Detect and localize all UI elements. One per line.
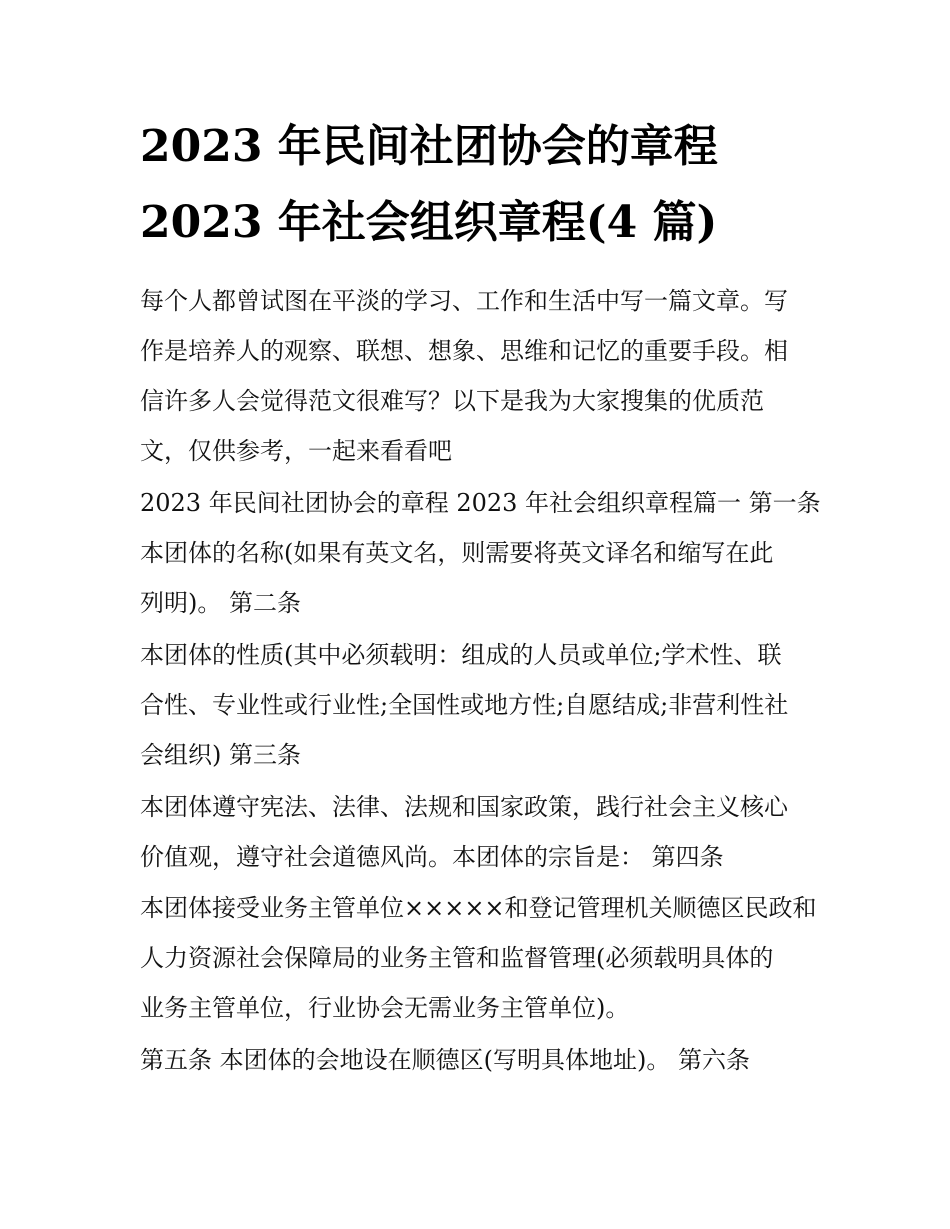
- article-one-paragraph: [140, 478, 820, 628]
- article-five-paragraph: [140, 1035, 820, 1085]
- text-line: 2023 年民间社团协会的章程 2023 年社会组织章程篇一 第一条: [140, 489, 821, 517]
- text-line: 合性、专业性或行业性;全国性或地方性;自愿结成;非营利性社: [140, 691, 789, 719]
- document-title-line-1: 2023 年民间社团协会的章程: [140, 121, 718, 172]
- text-line: 本团体的名称(如果有英文名，则需要将英文译名和缩写在此: [140, 539, 774, 567]
- text-line: 本团体接受业务主管单位×××××和登记管理机关顺德区民政和: [140, 894, 817, 922]
- article-three-paragraph: [140, 782, 820, 882]
- intro-paragraph: [140, 276, 820, 476]
- text-line: 业务主管单位，行业协会无需业务主管单位)。: [140, 994, 630, 1022]
- document-title-line-2: 2023 年社会组织章程(4 篇): [140, 197, 718, 248]
- text-line: 人力资源社会保障局的业务主管和监督管理(必须载明具体的: [140, 944, 774, 972]
- article-four-paragraph: [140, 883, 820, 1033]
- text-line: 作是培养人的观察、联想、想象、思维和记忆的重要手段。相: [140, 337, 788, 365]
- text-line: 文，仅供参考，一起来看看吧: [140, 437, 452, 465]
- text-line: 每个人都曾试图在平淡的学习、工作和生活中写一篇文章。写: [140, 287, 788, 315]
- text-line: 价值观，遵守社会道德风尚。本团体的宗旨是： 第四条: [140, 843, 724, 871]
- text-line: 第五条 本团体的会地设在顺德区(写明具体地址)。 第六条: [140, 1046, 750, 1074]
- text-line: 会组织) 第三条: [140, 741, 301, 769]
- article-two-paragraph: [140, 630, 820, 780]
- text-line: 本团体遵守宪法、法律、法规和国家政策，践行社会主义核心: [140, 793, 788, 821]
- text-line: 本团体的性质(其中必须载明：组成的人员或单位;学术性、联: [140, 641, 782, 669]
- text-line: 列明)。 第二条: [140, 589, 301, 617]
- text-line: 信许多人会觉得范文很难写？以下是我为大家搜集的优质范: [140, 387, 764, 415]
